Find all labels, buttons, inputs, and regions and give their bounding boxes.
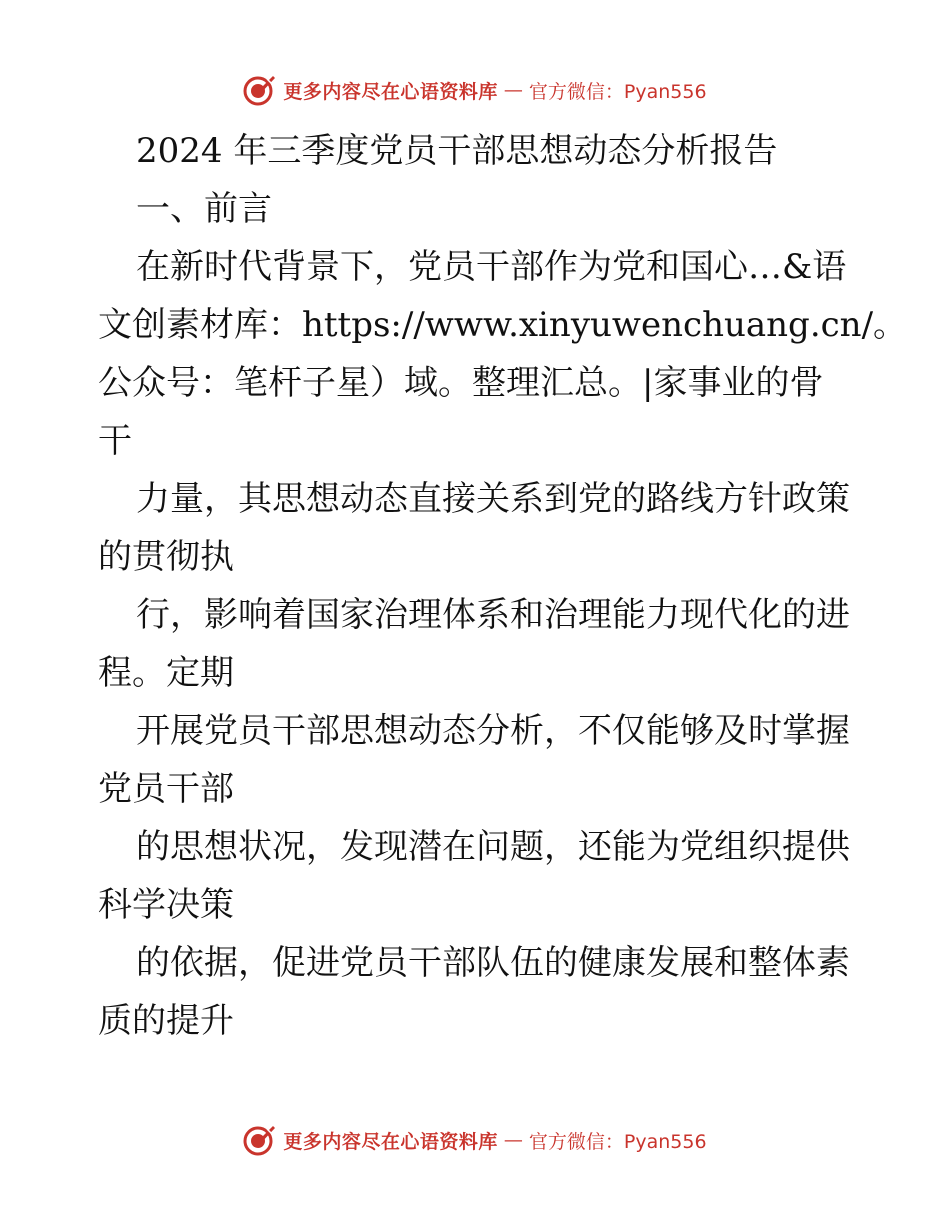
paragraph-line: 党员干部 (98, 769, 234, 809)
section-heading: 一、前言 (136, 189, 272, 229)
paragraph-line: 科学决策 (98, 885, 234, 925)
footer-banner (0, 1120, 950, 1160)
header-banner (0, 70, 950, 110)
paragraph-line: 力量，其思想动态直接关系到党的路线方针政策 (136, 479, 850, 519)
header-banner-inner (243, 73, 706, 107)
paragraph-line: 的贯彻执 (98, 537, 234, 577)
footer-separator: — (503, 1129, 523, 1151)
paragraph-line: 干 (98, 421, 132, 461)
paragraph-line: 的依据，促进党员干部队伍的健康发展和整体素 (136, 943, 850, 983)
document-body (98, 122, 908, 1050)
paragraph-line: 行，影响着国家治理体系和治理能力现代化的进 (136, 595, 850, 635)
paragraph-line: 质的提升 (98, 1001, 234, 1041)
footer-brand-text: 更多内容尽在心语资料库 (283, 1130, 498, 1153)
footer-banner-inner (243, 1123, 706, 1157)
header-separator: — (503, 79, 523, 101)
header-brand-text: 更多内容尽在心语资料库 (283, 80, 498, 103)
document-title: 2024 年三季度党员干部思想动态分析报告 (136, 131, 778, 171)
header-contact-text: 官方微信：Pyan556 (528, 80, 707, 103)
paragraph-line: 程。定期 (98, 653, 234, 693)
paragraph-line: 在新时代背景下，党员干部作为党和国心…&语 (136, 247, 847, 287)
paragraph-line: 文创素材库：https://www.xinyuwenchuang.cn/。 (98, 305, 908, 345)
footer-contact-text: 官方微信：Pyan556 (528, 1130, 707, 1153)
paragraph-line: 开展党员干部思想动态分析，不仅能够及时掌握 (136, 711, 850, 751)
quill-seal-icon (243, 73, 277, 107)
paragraph-line: 公众号：笔杆子星）域。整理汇总。|家事业的骨 (98, 363, 824, 403)
quill-seal-icon (243, 1123, 277, 1157)
paragraph-line: 的思想状况，发现潜在问题，还能为党组织提供 (136, 827, 850, 867)
